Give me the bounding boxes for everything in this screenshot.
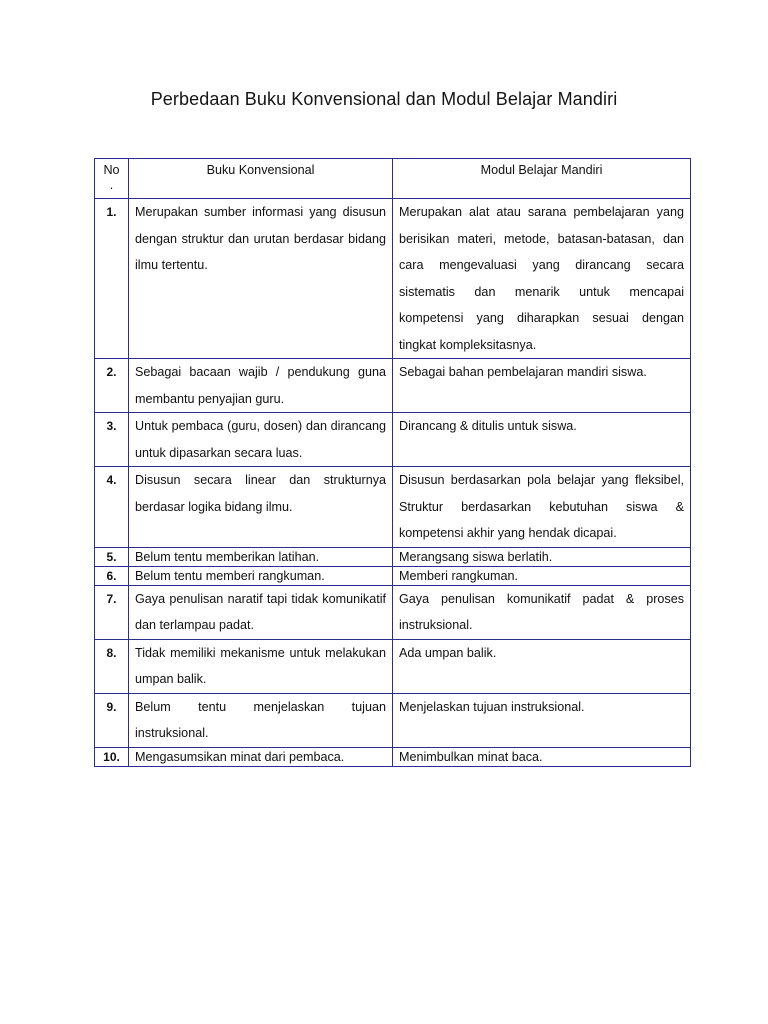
table-row xyxy=(95,359,691,413)
cell-buku-konvensional: Belum tentu memberikan latihan. xyxy=(129,547,393,566)
cell-modul-belajar-mandiri: Dirancang & ditulis untuk siswa. xyxy=(393,413,691,467)
header-no-suffix: . xyxy=(109,178,114,192)
row-number: 3. xyxy=(95,413,129,467)
page-title: Perbedaan Buku Konvensional dan Modul Belajar Mandiri xyxy=(150,89,618,109)
cell-buku-konvensional: Belum tentu menjelaskan tujuan instruksional. xyxy=(129,693,393,747)
row-number: 6. xyxy=(95,566,129,585)
row-number: 2. xyxy=(95,359,129,413)
cell-buku-konvensional: Sebagai bacaan wajib / pendukung guna membantu penyajian guru. xyxy=(129,359,393,413)
row-number: 7. xyxy=(95,585,129,639)
row-number: 5. xyxy=(95,547,129,566)
cell-buku-konvensional: Untuk pembaca (guru, dosen) dan dirancang untuk dipasarkan secara luas. xyxy=(129,413,393,467)
row-number: 4. xyxy=(95,467,129,548)
table-row xyxy=(95,199,691,359)
header-no xyxy=(95,159,129,199)
row-number: 8. xyxy=(95,639,129,693)
cell-buku-konvensional: Disusun secara linear dan strukturnya berdasar logika bidang ilmu. xyxy=(129,467,393,548)
table-row xyxy=(95,413,691,467)
cell-modul-belajar-mandiri: Memberi rangkuman. xyxy=(393,566,691,585)
header-modul-belajar-mandiri: Modul Belajar Mandiri xyxy=(393,159,691,199)
header-buku-konvensional: Buku Konvensional xyxy=(129,159,393,199)
table-header-row xyxy=(95,159,691,199)
cell-buku-konvensional: Merupakan sumber informasi yang disusun dengan struktur dan urutan berdasar bidang ilmu tertentu. xyxy=(129,199,393,359)
row-number: 1. xyxy=(95,199,129,359)
cell-buku-konvensional: Mengasumsikan minat dari pembaca. xyxy=(129,747,393,766)
cell-buku-konvensional: Gaya penulisan naratif tapi tidak komunikatif dan terlampau padat. xyxy=(129,585,393,639)
cell-buku-konvensional: Belum tentu memberi rangkuman. xyxy=(129,566,393,585)
cell-modul-belajar-mandiri: Sebagai bahan pembelajaran mandiri siswa. xyxy=(393,359,691,413)
cell-modul-belajar-mandiri: Menimbulkan minat baca. xyxy=(393,747,691,766)
cell-modul-belajar-mandiri: Disusun berdasarkan pola belajar yang fleksibel, Struktur berdasarkan kebutuhan siswa & kompetensi akhir yang hendak dicapai. xyxy=(393,467,691,548)
table-row xyxy=(95,639,691,693)
table-row xyxy=(95,566,691,585)
table-row xyxy=(95,547,691,566)
cell-buku-konvensional: Tidak memiliki mekanisme untuk melakukan umpan balik. xyxy=(129,639,393,693)
row-number: 10. xyxy=(95,747,129,766)
cell-modul-belajar-mandiri: Ada umpan balik. xyxy=(393,639,691,693)
cell-modul-belajar-mandiri: Merupakan alat atau sarana pembelajaran yang berisikan materi, metode, batasan-batasan, dan cara mengevaluasi yang dirancang secara sistematis dan menarik untuk mencapai kompetensi yang diharapkan sesuai dengan tingkat kompleksitasnya. xyxy=(393,199,691,359)
table-row xyxy=(95,585,691,639)
cell-modul-belajar-mandiri: Gaya penulisan komunikatif padat & proses instruksional. xyxy=(393,585,691,639)
cell-modul-belajar-mandiri: Menjelaskan tujuan instruksional. xyxy=(393,693,691,747)
table-row xyxy=(95,693,691,747)
table-row xyxy=(95,747,691,766)
header-no-label: No xyxy=(103,163,120,177)
cell-modul-belajar-mandiri: Merangsang siswa berlatih. xyxy=(393,547,691,566)
comparison-table xyxy=(94,158,691,767)
row-number: 9. xyxy=(95,693,129,747)
table-row xyxy=(95,467,691,548)
